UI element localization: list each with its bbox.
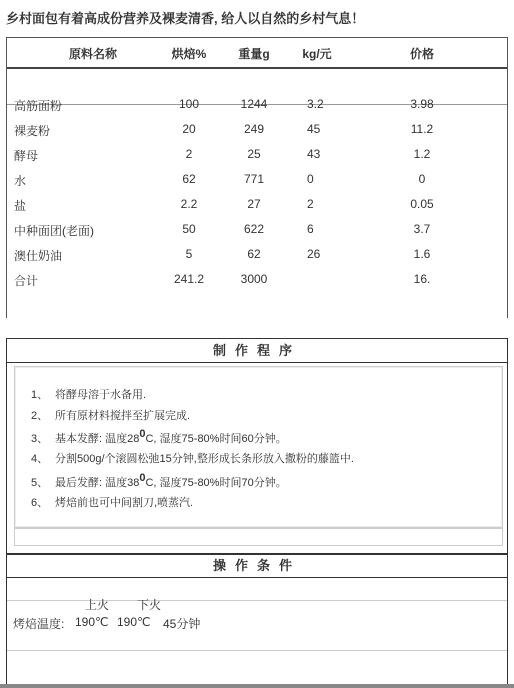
cell-weight: 1244 xyxy=(240,97,268,111)
step-text: 将酵母溶于水备用. xyxy=(55,389,147,401)
cell-baker-percent: 62 xyxy=(182,172,196,186)
cell-price-per-kg: 6 xyxy=(307,222,314,236)
process-notes-box xyxy=(14,528,503,546)
step-number: 6、 xyxy=(31,497,49,509)
table-row xyxy=(7,122,507,147)
cell-price: 3.7 xyxy=(413,222,431,236)
operation-divider xyxy=(7,600,507,601)
step-text: 最后发酵: 温度38 xyxy=(55,477,140,489)
bake-time-value: 45分钟 xyxy=(163,617,201,631)
cell-baker-percent: 20 xyxy=(182,122,196,136)
cell-price-per-kg: 26 xyxy=(307,247,321,261)
recipe-table xyxy=(6,37,508,318)
cell-price-per-kg: 2 xyxy=(307,197,314,211)
footer-bar xyxy=(0,684,514,688)
cell-weight: 27 xyxy=(247,197,261,211)
process-step xyxy=(31,386,146,402)
cell-ingredient: 澳仕奶油 xyxy=(14,249,63,263)
operation-bottom-line xyxy=(7,650,507,651)
top-fire-label: 上火 xyxy=(85,598,110,612)
step-number: 4、 xyxy=(31,453,49,465)
table-row xyxy=(7,172,507,197)
step-number: 5、 xyxy=(31,477,49,489)
cell-weight: 622 xyxy=(243,222,265,236)
degree-superscript: 0 xyxy=(139,428,146,440)
step-text: 基本发酵: 温度28 xyxy=(55,433,140,445)
cell-ingredient: 中种面团(老面) xyxy=(14,224,94,238)
cell-ingredient: 酵母 xyxy=(14,149,39,163)
table-row xyxy=(7,272,507,297)
cell-price: 1.2 xyxy=(413,147,431,161)
cell-weight: 249 xyxy=(243,122,265,136)
cell-price-per-kg: 43 xyxy=(307,147,321,161)
process-section xyxy=(6,338,508,555)
process-title: 制作程序 xyxy=(7,339,507,363)
cell-ingredient: 合计 xyxy=(14,274,39,288)
cell-ingredient: 裸麦粉 xyxy=(14,124,51,138)
step-text-continued: C, 湿度75-80%时间70分钟。 xyxy=(145,477,287,489)
degree-superscript: 0 xyxy=(139,472,146,484)
process-step xyxy=(31,494,193,510)
page-title: 乡村面包有着高成份营养及裸麦清香, 给人以自然的乡村气息！ xyxy=(6,11,365,26)
bake-temp-label: 烤焙温度: xyxy=(13,617,65,631)
table-row xyxy=(7,247,507,272)
cell-weight: 771 xyxy=(243,172,265,186)
table-row xyxy=(7,222,507,247)
header-ingredient: 原料名称 xyxy=(68,47,118,61)
cell-price: 0 xyxy=(418,172,426,186)
step-number: 1、 xyxy=(31,389,49,401)
step-text: 所有原材料搅拌至扩展完成. xyxy=(55,410,191,422)
step-text: 分割500g/个滚圆松弛15分钟,整形成长条形放入撒粉的藤篮中. xyxy=(55,453,354,465)
cell-baker-percent: 100 xyxy=(178,97,200,111)
step-number: 2、 xyxy=(31,410,49,422)
cell-price: 16. xyxy=(413,272,431,286)
cell-price-per-kg: 3.2 xyxy=(307,97,324,111)
cell-weight: 62 xyxy=(247,247,261,261)
header-price: 价格 xyxy=(409,47,435,61)
operation-title: 操作条件 xyxy=(7,553,507,578)
cell-baker-percent: 2 xyxy=(185,147,193,161)
cell-baker-percent: 2.2 xyxy=(180,197,198,211)
header-price-per-kg: kg/元 xyxy=(302,47,332,61)
cell-ingredient: 盐 xyxy=(14,199,27,213)
step-text-continued: C, 湿度75-80%时间60分钟。 xyxy=(145,433,287,445)
cell-weight: 3000 xyxy=(240,272,268,286)
cell-baker-percent: 5 xyxy=(185,247,193,261)
table-row xyxy=(7,197,507,222)
table-row xyxy=(7,147,507,172)
cell-price-per-kg: 0 xyxy=(307,172,314,186)
bottom-fire-label: 下火 xyxy=(137,598,162,612)
cell-price-per-kg: 45 xyxy=(307,122,321,136)
header-weight: 重量g xyxy=(238,47,270,61)
cell-weight: 25 xyxy=(247,147,261,161)
process-step xyxy=(31,407,190,423)
cell-baker-percent: 241.2 xyxy=(173,272,205,286)
cell-price: 11.2 xyxy=(410,122,434,136)
cell-baker-percent: 50 xyxy=(182,222,196,236)
cell-price: 1.6 xyxy=(413,247,431,261)
process-steps-box xyxy=(14,366,503,528)
header-baker-percent: 烘焙% xyxy=(171,47,207,61)
process-step xyxy=(31,472,287,490)
top-temp-value: 190℃ xyxy=(75,615,109,629)
cell-ingredient: 水 xyxy=(14,174,27,188)
process-step xyxy=(31,450,354,466)
step-number: 3、 xyxy=(31,433,49,445)
cell-price: 0.05 xyxy=(410,197,434,211)
bottom-temp-value: 190℃ xyxy=(117,615,151,629)
step-text: 烤焙前也可中间割刀,喷蒸汽. xyxy=(55,497,194,509)
operation-section xyxy=(6,553,508,685)
cell-ingredient: 高筋面粉 xyxy=(14,99,63,113)
table-row xyxy=(7,97,507,122)
cell-price: 3.98 xyxy=(410,97,434,111)
recipe-table-header xyxy=(7,37,507,69)
process-step xyxy=(31,428,287,446)
